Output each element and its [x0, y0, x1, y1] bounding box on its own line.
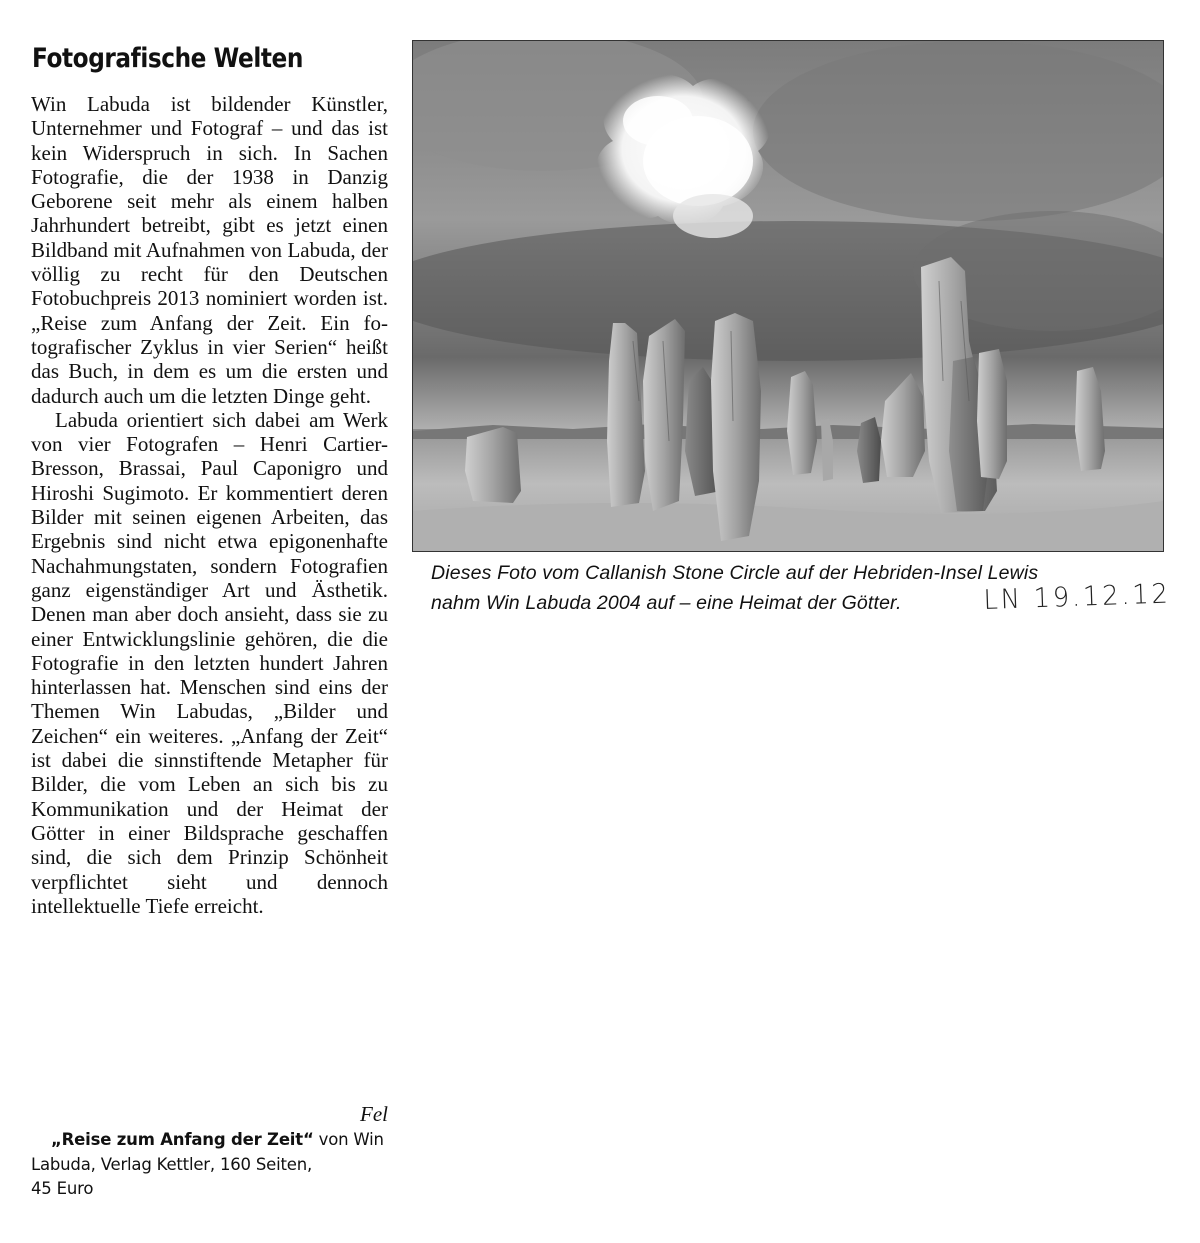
book-title: „Reise zum Anfang der Zeit“: [51, 1130, 314, 1149]
author-byline: Fel: [360, 1102, 388, 1126]
article-paragraph-2: Labuda orientiert sich dabei am Werk von vier Fotografen – Henri Cartier-Bresson, Brassai, Paul Caponigro und Hiroshi Sugimoto. Er kommentiert deren Bilder mit seinen eigenen Arbeiten, das Ergebnis sind nicht etwa epigonenhafte Nachahmungstaten, sondern Fotografien ganz eigenständiger Art und Ästhetik. Denen man aber doch ansieht, dass sie zu einer Entwicklungslinie gehören, die die Fotografie in den letzten hundert Jahren hinterlassen hat. Menschen sind eins der Themen Win Labudas, „Bilder und Zeichen“ ein weiteres. „Anfang der Zeit“ ist dabei die sinnstiftende Metapher für Bilder, die vom Leben an sich bis zu Kommunikation und der Heimat der Götter in einer Bildsprache geschaffen sind, die sich dem Prinzip Schönheit verpflichtet sieht und dennoch intellektuelle Tiefe erreicht.: [31, 407, 388, 918]
caption-line-2: nahm Win Labuda 2004 auf – eine Heimat der Götter.: [431, 592, 902, 614]
article-headline: Fotografische Welten: [32, 43, 303, 74]
caption-line-1: Dieses Foto vom Callanish Stone Circle auf der Hebriden-Insel Lewis: [431, 562, 1039, 584]
article-paragraph-1: Win Labuda ist bildender Künstler, Unternehmer und Fotograf – und das ist kein Widerspruch in sich. In Sachen Fotografie, die der 1938 in Danzig Geborene seit mehr als einem halben Jahrhundert betreibt, gibt es jetzt einen Bildband mit Aufnahmen von Labuda, der völlig zu recht für den Deutschen Fotobuchpreis 2013 nominiert worden ist. „Reise zum Anfang der Zeit. Ein fotografischer Zyklus in vier Serien“ heißt das Buch, in dem es um die ersten und dadurch auch um die letzten Dinge geht.: [31, 92, 388, 408]
book-info: [31, 1128, 391, 1202]
photo-illustration: [413, 41, 1163, 551]
article-body: [31, 92, 388, 918]
book-info-line-2: 45 Euro: [31, 1179, 94, 1198]
book-info-line-1: von Win Labuda, Verlag Kettler, 160 Seiten,: [31, 1130, 384, 1174]
handwritten-source-note: LN 19.12.12: [983, 578, 1172, 616]
callanish-stones-photo: [412, 40, 1164, 552]
